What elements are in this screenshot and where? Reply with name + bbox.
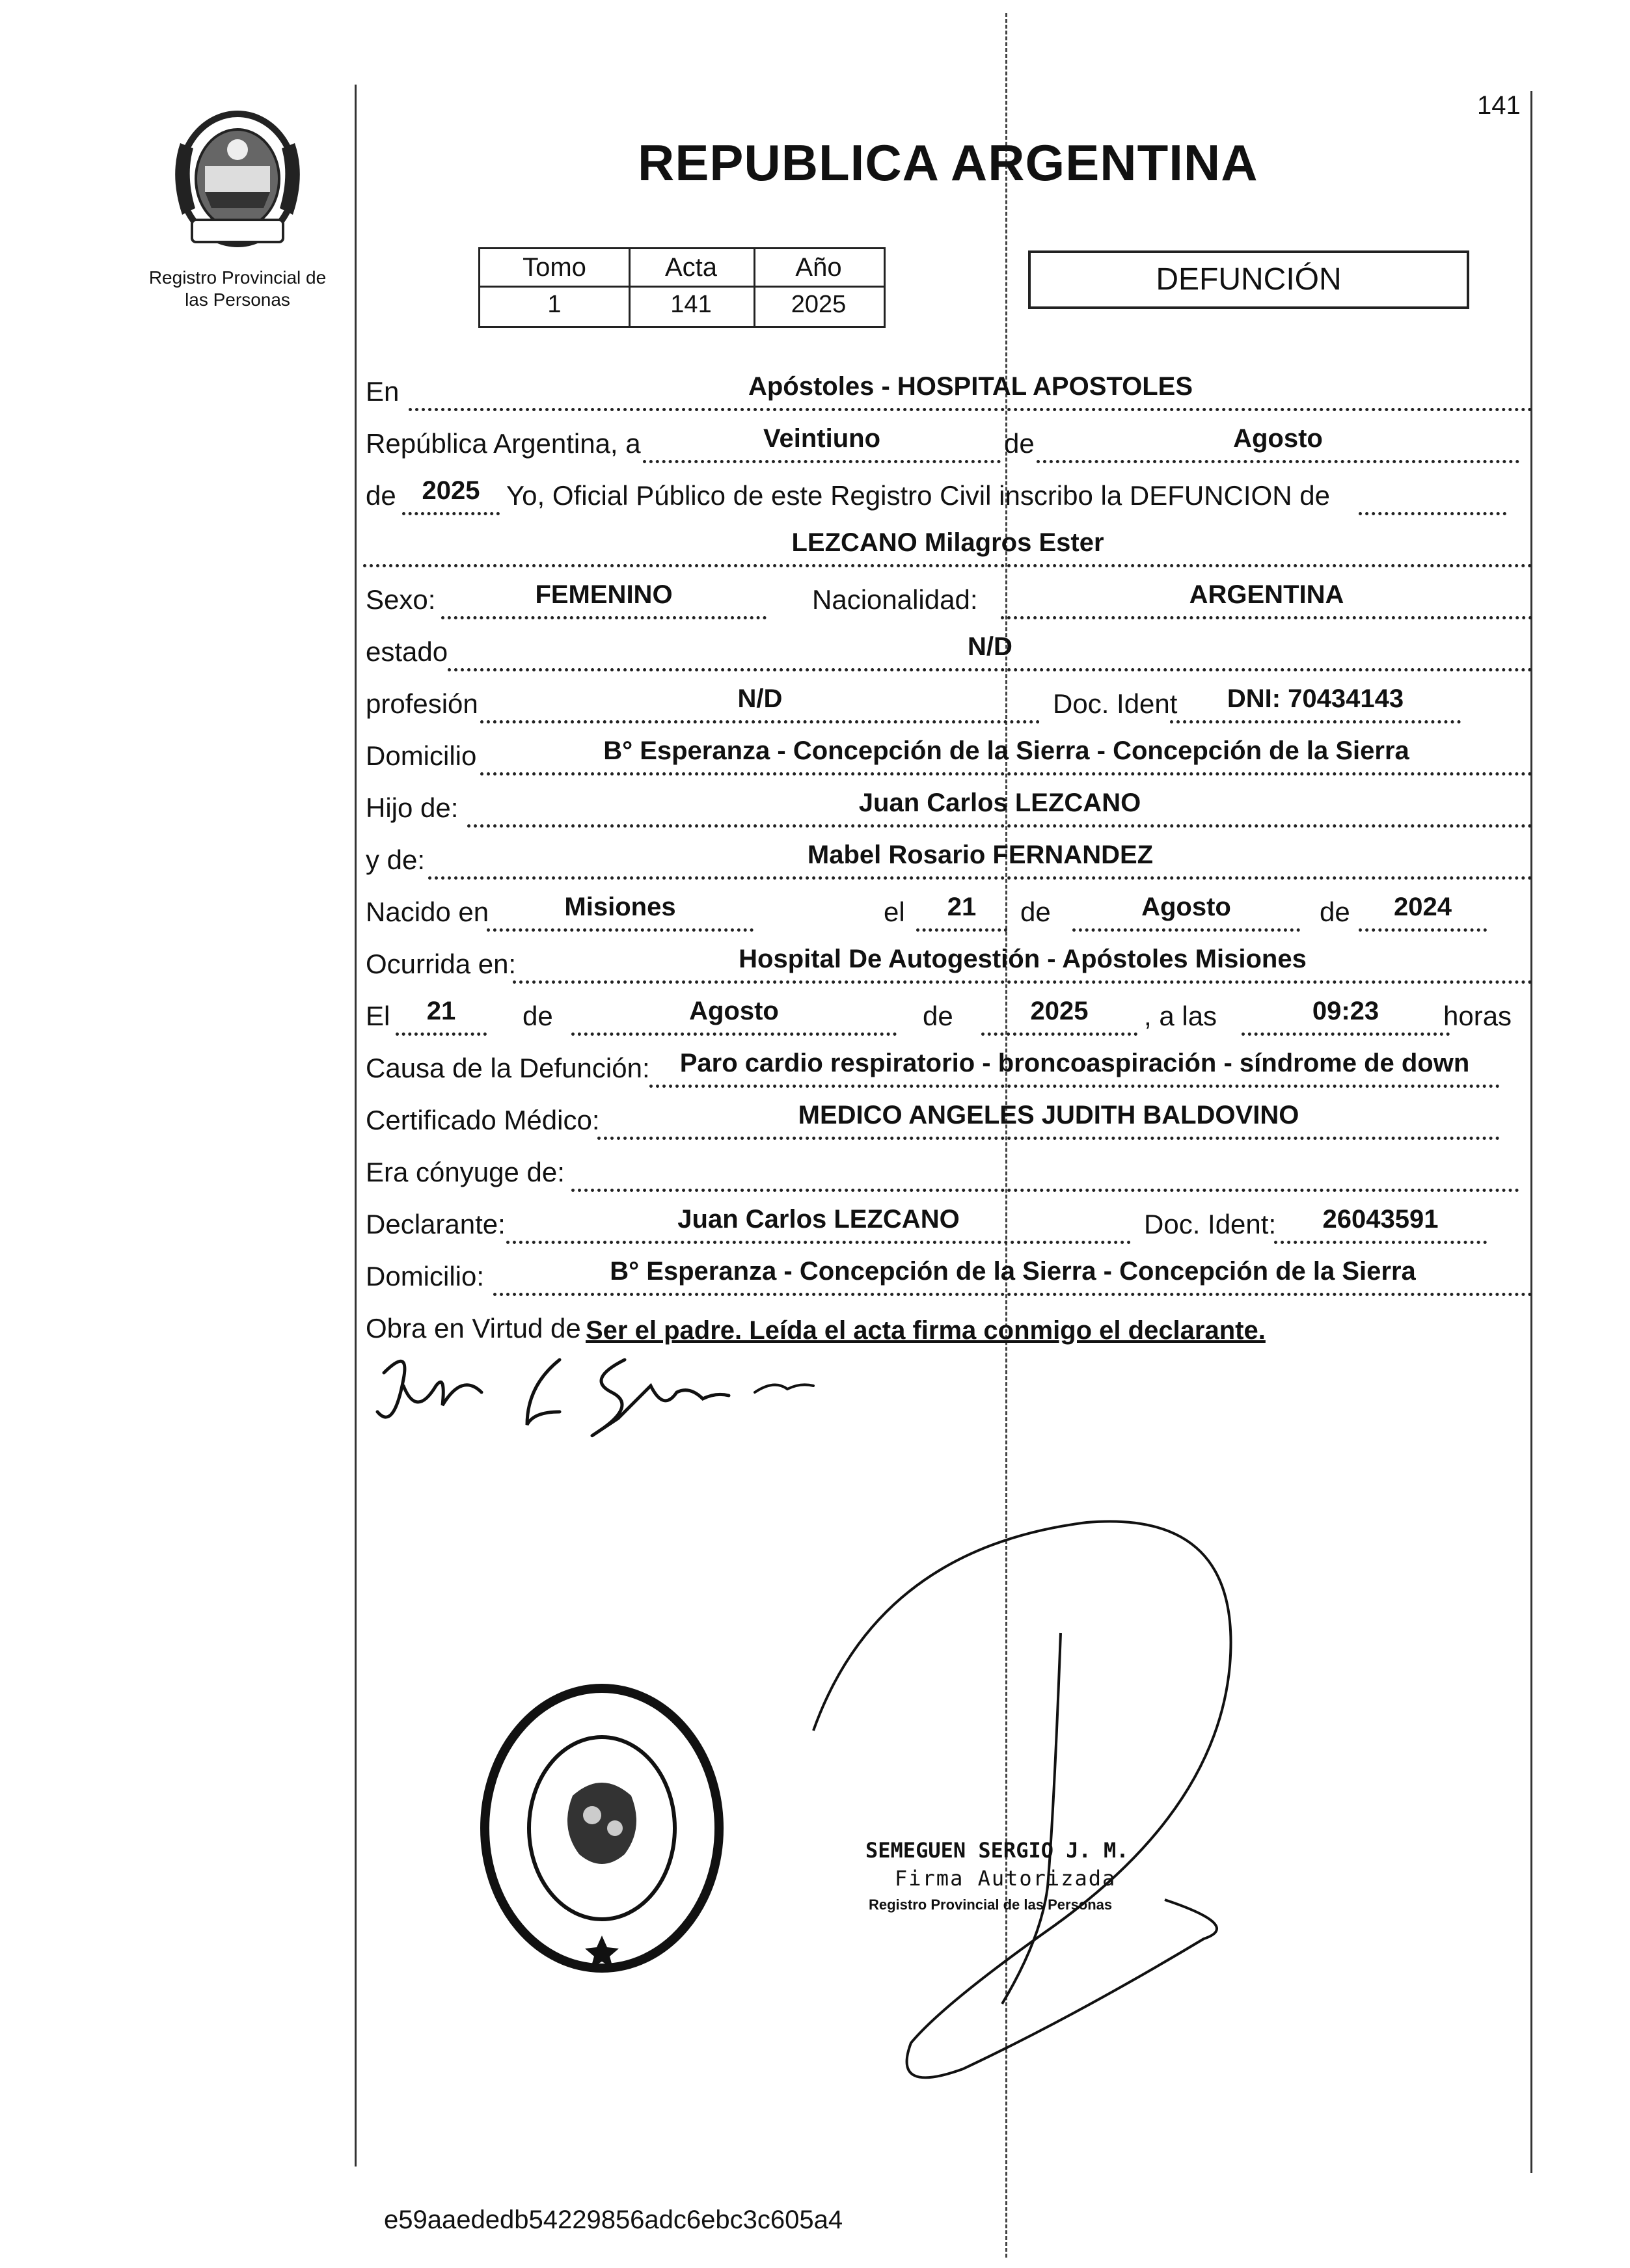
label-de-anio: de <box>366 480 396 511</box>
field-declarante-domicilio <box>493 1254 1532 1296</box>
value-estado: N/D <box>968 632 1012 661</box>
value-nac-dia: 21 <box>947 893 977 921</box>
table-value-tomo: 1 <box>547 291 562 318</box>
field-nacido-en <box>487 889 754 932</box>
row-sexo <box>363 573 1513 625</box>
label-el: el <box>884 897 905 927</box>
field-nacionalidad <box>1001 577 1532 619</box>
field-doc-ident <box>1170 681 1461 723</box>
registry-label-line1: Registro Provincial de <box>148 267 327 288</box>
field-def-mes <box>571 993 897 1036</box>
value-declarante-domicilio: B° Esperanza - Concepción de la Sierra - Concepción de la Sierra <box>610 1257 1416 1286</box>
row-domicilio <box>363 729 1513 781</box>
field-lugar <box>409 369 1532 411</box>
field-estado <box>448 629 1532 671</box>
field-def-dia <box>396 993 487 1036</box>
label-republica: República Argentina, a <box>366 428 641 459</box>
value-declarante-doc: 26043591 <box>1322 1205 1439 1234</box>
field-anio <box>402 473 500 515</box>
field-mes <box>1037 421 1519 463</box>
field-nac-dia <box>916 889 1007 932</box>
value-fallecido: LEZCANO Milagros Ester <box>791 528 1104 557</box>
label-doc-ident-declarante: Doc. Ident: <box>1144 1209 1277 1239</box>
row-certificado <box>363 1093 1513 1145</box>
value-nac-mes: Agosto <box>1141 893 1231 921</box>
row-lugar <box>363 364 1513 416</box>
value-nacido-en: Misiones <box>564 893 676 921</box>
province-seal <box>166 104 309 254</box>
label-de-def-mes: de <box>523 1001 553 1031</box>
page-number: 141 <box>1477 91 1521 120</box>
table-value-anio: 2025 <box>791 291 847 318</box>
table-header-acta: Acta <box>664 253 718 282</box>
declarant-signature <box>364 1334 833 1451</box>
registry-label <box>130 267 345 311</box>
value-ocurrida-en: Hospital De Autogestión - Apóstoles Misiones <box>739 945 1307 973</box>
value-obra: Ser el padre. Leída el acta firma conmigo el declarante. <box>586 1316 1266 1345</box>
value-def-anio: 2025 <box>1030 997 1089 1025</box>
label-de-nac-mes: de <box>1020 897 1051 927</box>
label-domicilio: Domicilio <box>366 740 477 771</box>
row-causa <box>363 1041 1513 1093</box>
field-certificado <box>597 1098 1500 1140</box>
row-declarante <box>363 1197 1513 1249</box>
label-obra: Obra en Virtud de <box>366 1313 581 1343</box>
official-stamp <box>475 1679 729 1978</box>
label-causa: Causa de la Defunción: <box>366 1053 650 1083</box>
label-de-def-anio: de <box>923 1001 953 1031</box>
value-certificado: MEDICO ANGELES JUDITH BALDOVINO <box>798 1101 1299 1129</box>
row-fallecido <box>363 520 1513 573</box>
row-declarante-domicilio <box>363 1249 1513 1301</box>
label-el-cap: El <box>366 1001 390 1031</box>
label-ocurrida-en: Ocurrida en: <box>366 949 517 979</box>
field-padre <box>467 785 1532 828</box>
label-estado: estado <box>366 636 448 667</box>
value-mes: Agosto <box>1233 424 1323 453</box>
row-fecha <box>363 416 1513 468</box>
field-nac-mes <box>1072 889 1300 932</box>
row-fecha-defuncion <box>363 989 1513 1041</box>
field-def-anio <box>981 993 1137 1036</box>
row-ocurrida <box>363 937 1513 989</box>
table-value-acta: 141 <box>670 291 712 318</box>
registry-label-line2: las Personas <box>185 290 290 310</box>
label-hijo-de: Hijo de: <box>366 792 459 823</box>
field-sexo <box>441 577 767 619</box>
field-profesion <box>480 681 1040 723</box>
record-table <box>478 247 886 328</box>
official-office: Registro Provincial de las Personas <box>869 1897 1113 1913</box>
label-de-mes: de <box>1004 428 1035 459</box>
row-nacimiento <box>363 885 1513 937</box>
field-causa <box>649 1046 1500 1088</box>
label-nacionalidad: Nacionalidad: <box>812 584 978 615</box>
document-hash: e59aaededb54229856adc6ebc3c605a4 <box>384 2206 843 2234</box>
field-conyuge <box>571 1150 1519 1192</box>
value-dia: Veintiuno <box>763 424 880 453</box>
value-causa: Paro cardio respiratorio - broncoaspiración - síndrome de down <box>679 1049 1470 1077</box>
document-title: REPUBLICA ARGENTINA <box>638 134 1258 191</box>
field-nac-anio <box>1359 889 1487 932</box>
row-estado <box>363 625 1513 677</box>
record-type-box: DEFUNCIÓN <box>1028 250 1469 309</box>
table-header-anio: Año <box>795 253 842 282</box>
field-hora <box>1242 993 1450 1036</box>
field-declarante <box>506 1202 1131 1244</box>
field-domicilio <box>480 733 1532 776</box>
label-en: En <box>366 376 400 407</box>
value-madre: Mabel Rosario FERNANDEZ <box>807 841 1154 869</box>
value-doc-ident: DNI: 70434143 <box>1227 684 1404 713</box>
value-padre: Juan Carlos LEZCANO <box>858 789 1141 817</box>
label-nacido-en: Nacido en <box>366 897 489 927</box>
table-header-tomo: Tomo <box>523 253 586 282</box>
label-certificado: Certificado Médico: <box>366 1105 600 1135</box>
value-nac-anio: 2024 <box>1394 893 1452 921</box>
label-doc-ident: Doc. Ident <box>1053 688 1178 719</box>
value-declarante: Juan Carlos LEZCANO <box>677 1205 960 1234</box>
label-domicilio-declarante: Domicilio: <box>366 1261 485 1291</box>
field-fallecido <box>363 525 1532 567</box>
label-conyuge: Era cónyuge de: <box>366 1157 565 1187</box>
value-def-dia: 21 <box>426 997 456 1025</box>
value-hora: 09:23 <box>1312 997 1379 1025</box>
value-domicilio: B° Esperanza - Concepción de la Sierra - Concepción de la Sierra <box>603 736 1409 765</box>
row-madre <box>363 833 1513 885</box>
label-a-las: , a las <box>1144 1001 1217 1031</box>
label-declarante: Declarante: <box>366 1209 506 1239</box>
value-profesion: N/D <box>737 684 783 713</box>
row-conyuge <box>363 1145 1513 1197</box>
row-profesion <box>363 677 1513 729</box>
label-y-de: y de: <box>366 844 426 875</box>
label-sexo: Sexo: <box>366 584 436 615</box>
official-name: SEMEGUEN SERGIO J. M. <box>865 1838 1129 1863</box>
authority-signature <box>748 1483 1334 2134</box>
value-def-mes: Agosto <box>689 997 779 1025</box>
value-lugar: Apóstoles - HOSPITAL APOSTOLES <box>748 372 1193 401</box>
label-yo-oficial: Yo, Oficial Público de este Registro Civil inscribo la DEFUNCION de <box>506 480 1330 511</box>
row-anio <box>363 468 1513 520</box>
left-border-line <box>355 85 357 2167</box>
field-ocurrida-en <box>513 941 1532 984</box>
value-anio: 2025 <box>422 476 480 505</box>
official-title: Firma Autorizada <box>895 1866 1117 1891</box>
field-dia <box>643 421 1001 463</box>
value-nacionalidad: ARGENTINA <box>1189 580 1344 609</box>
field-madre <box>428 837 1532 880</box>
label-horas: horas <box>1443 1001 1512 1031</box>
value-sexo: FEMENINO <box>535 580 673 609</box>
field-declarante-doc <box>1274 1202 1487 1244</box>
label-profesion: profesión <box>366 688 478 719</box>
field-filler <box>1359 473 1506 515</box>
label-de-nac-anio: de <box>1320 897 1350 927</box>
row-padre <box>363 781 1513 833</box>
